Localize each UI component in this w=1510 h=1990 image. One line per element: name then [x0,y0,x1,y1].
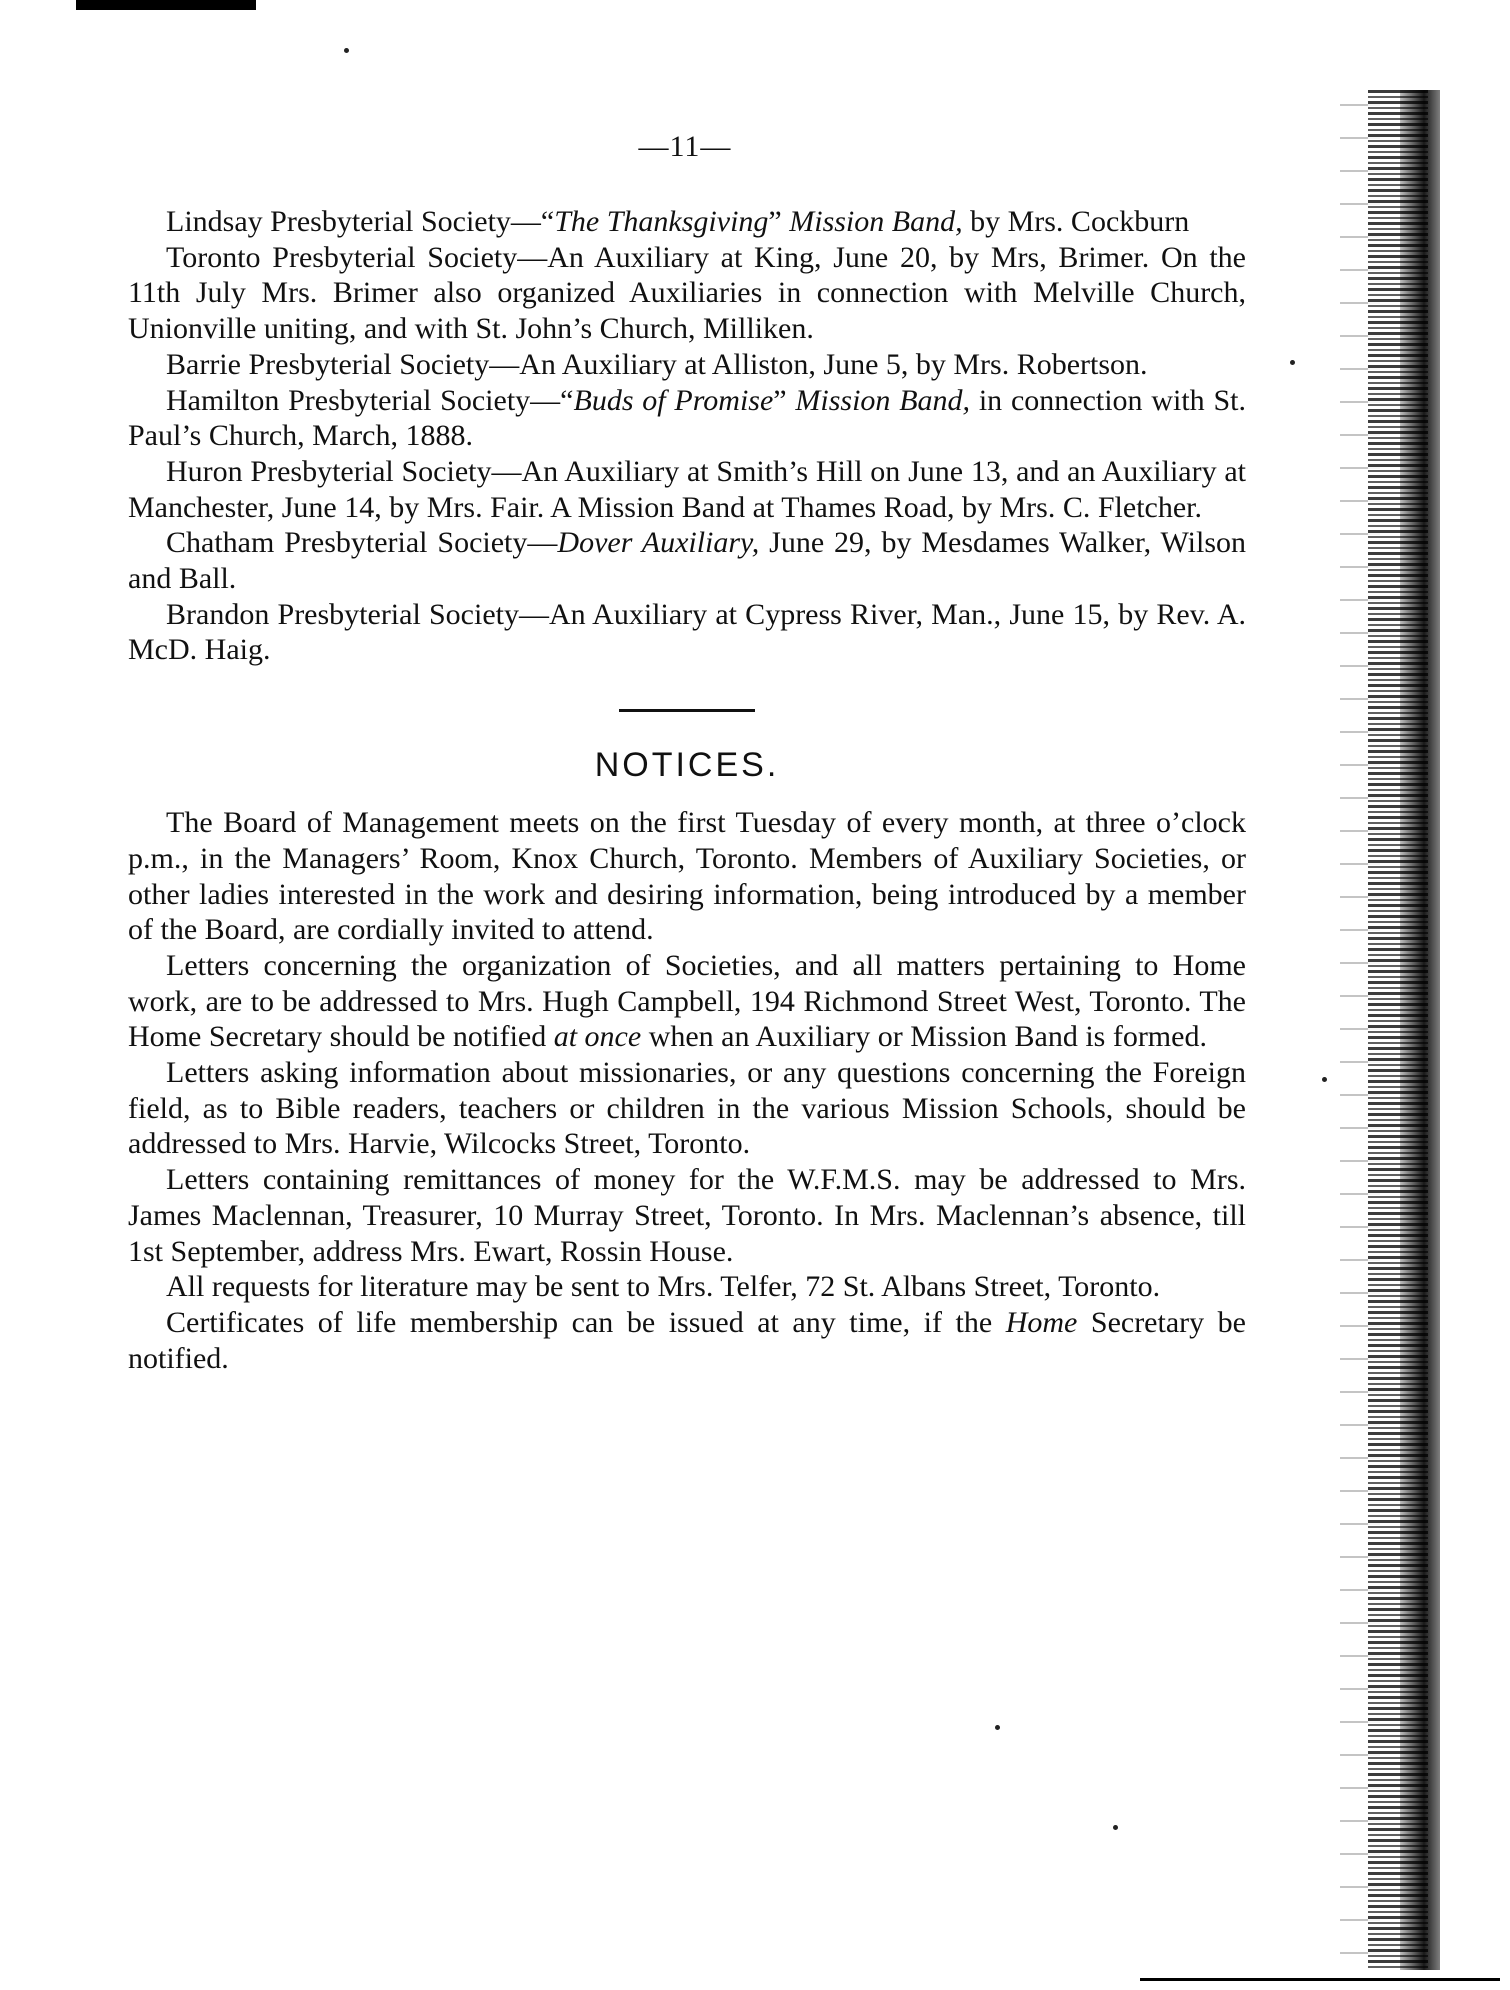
speck [344,48,349,53]
page-number: —11— [638,130,732,163]
society-chatham: Chatham Presbyterial Society—Dover Auxiliary, June 29, by Mesdames Walker, Wilson and Ball. [128,526,1247,596]
top-rule [76,0,256,10]
society-barrie: Barrie Presbyterial Society—An Auxiliary at Alliston, June 5, by Mrs. Robertson. [166,347,1148,381]
binding-shadow [1400,90,1440,1970]
notices-heading: NOTICES. [594,746,780,785]
society-hamilton: Hamilton Presbyterial Society—“Buds of Promise” Mission Band, in connection with St. Paul’s Church, March, 1888. [128,383,1246,453]
speck [1322,1077,1327,1082]
society-toronto: Toronto Presbyterial Society—An Auxiliary at King, June 20, by Mrs, Brimer. On the 11th July Mrs. Brimer also organized Auxiliaries in connection with Melville Church, Unionville uniting, and with St. John’s Church, Milliken. [128,240,1246,346]
bottom-rule [1140,1978,1500,1981]
society-lindsay: Lindsay Presbyterial Society—“The Thanksgiving” Mission Band, by Mrs. Cockburn [166,205,1190,238]
society-brandon: Brandon Presbyterial Society—An Auxiliary at Cypress River, Man., June 15, by Rev. A. McD. Haig. [128,597,1246,667]
speck [995,1725,1000,1730]
page-body [128,204,1246,1376]
notice-foreign-field: Letters asking information about missionaries, or any questions concerning the Foreign field, as to Bible readers, teachers or children in the various Mission Schools, should be addressed to Mrs. Harvie, Wilcocks Street, Toronto. [128,1056,1246,1161]
notice-certificates: Certificates of life membership can be issued at any time, if the Home Secretary be notified. [128,1305,1246,1375]
society-huron: Huron Presbyterial Society—An Auxiliary at Smith’s Hill on June 13, and an Auxiliary at Manchester, June 14, by Mrs. Fair. A Mission Band at Thames Road, by Mrs. C. Fletcher. [128,454,1246,524]
speck [1290,360,1295,365]
notice-literature: All requests for literature may be sent to Mrs. Telfer, 72 St. Albans Street, Toronto. [166,1270,1161,1304]
notice-board-meetings: The Board of Management meets on the first Tuesday of every month, at three o’clock p.m., in the Managers’ Room, Knox Church, Toronto. Members of Auxiliary Societies, or other ladies interested in the work and desiring information, being introduced by a member of the Board, are cordially invited to attend. [128,806,1246,947]
notice-remittances: Letters containing remittances of money for the W.F.M.S. may be addressed to Mrs. James Maclennan, Treasurer, 10 Murray Street, Toronto. In Mrs. Maclennan’s absence, till 1st September, address Mrs. Ewart, Rossin House. [128,1163,1246,1268]
notice-home-work: Letters concerning the organization of Societies, and all matters pertaining to Home work, are to be addressed to Mrs. Hugh Campbell, 194 Richmond Street West, Toronto. The Home Secretary should be notified at once when an Auxiliary or Mission Band is formed. [128,948,1246,1054]
speck [1113,1825,1118,1830]
section-divider [619,709,755,712]
